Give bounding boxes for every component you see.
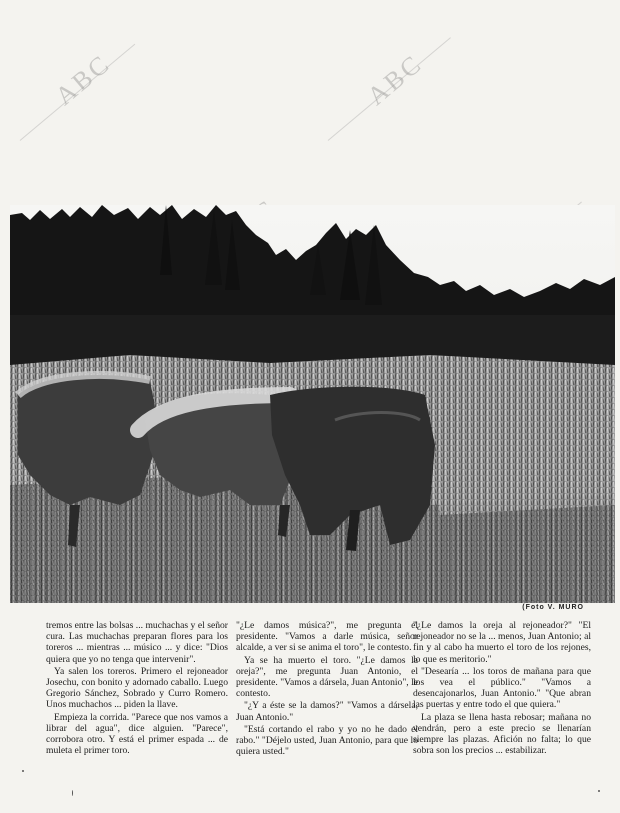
paragraph: "¿Le damos música?", me pregunta el presidente. "Vamos a darle música, señor alcalde, a ver si se anima el toro", le contesto.: [236, 620, 418, 654]
watermark: ABC: [361, 48, 429, 111]
paragraph: "¿Le damos la oreja al rejoneador?" "El rejoneador no se la ... menos, Juan Antonio; al fin y al cabo ha muerto el toro de los rejones, lo que es meritorio.": [413, 620, 591, 665]
article-column-2: [236, 620, 418, 758]
bull-pasture-photo: [10, 205, 615, 603]
watermark-line: [20, 44, 136, 141]
scan-speck: [598, 790, 600, 792]
paragraph: Ya se ha muerto el toro. "¿Le damos la oreja?", me pregunta Juan Antonio, el presidente. "Vamos a dársela, Juan Antonio", le contesto.: [236, 654, 418, 700]
paragraph: "¿Y a éste se la damos?" "Vamos a dársela, Juan Antonio.": [236, 700, 418, 723]
paragraph: tremos entre las bolsas ... muchachas y el señor cura. Las muchachas preparan flores para los toreros ... mientras ... músico ... y dice: "Dios quiera que yo no tenga que intervenir".: [46, 620, 228, 665]
photo-credit: (Foto V. MURO: [522, 604, 584, 611]
paragraph: Ya salen los toreros. Primero el rejoneador Josechu, con bonito y adornado caballo. Luego Gregorio Sánchez, Sobrado y Curro Romero. Unos muchachos ... piden la llave.: [46, 665, 228, 711]
paragraph: "Está cortando el rabo y yo no he dado el rabo." "Déjelo usted, Juan Antonio, para que lo quiera usted.": [236, 723, 418, 758]
paragraph: "Desearía ... los toros de mañana para que los vea el público." "Vamos a desencajonarlos, Juan Antonio." "Que abran las puertas y entre todo el que quiera.": [413, 665, 591, 711]
article-column-1: [46, 620, 228, 757]
watermark-line: [328, 37, 451, 141]
paragraph: La plaza se llena hasta rebosar; mañana no vendrán, pero a este precio se llenarían siempre las plazas. Afición no falta; lo que sobra son los precios ... estabilizar.: [413, 711, 591, 757]
scan-speck: [22, 770, 24, 772]
article-column-3: [413, 620, 591, 757]
watermark: ABC: [49, 48, 117, 111]
scan-speck: [72, 790, 73, 796]
paragraph: Empieza la corrida. "Parece que nos vamos a librar del agua", dice alguien. "Parece", corrobora otro. Y está el primer espada ... de muleta el primer toro.: [46, 711, 228, 757]
